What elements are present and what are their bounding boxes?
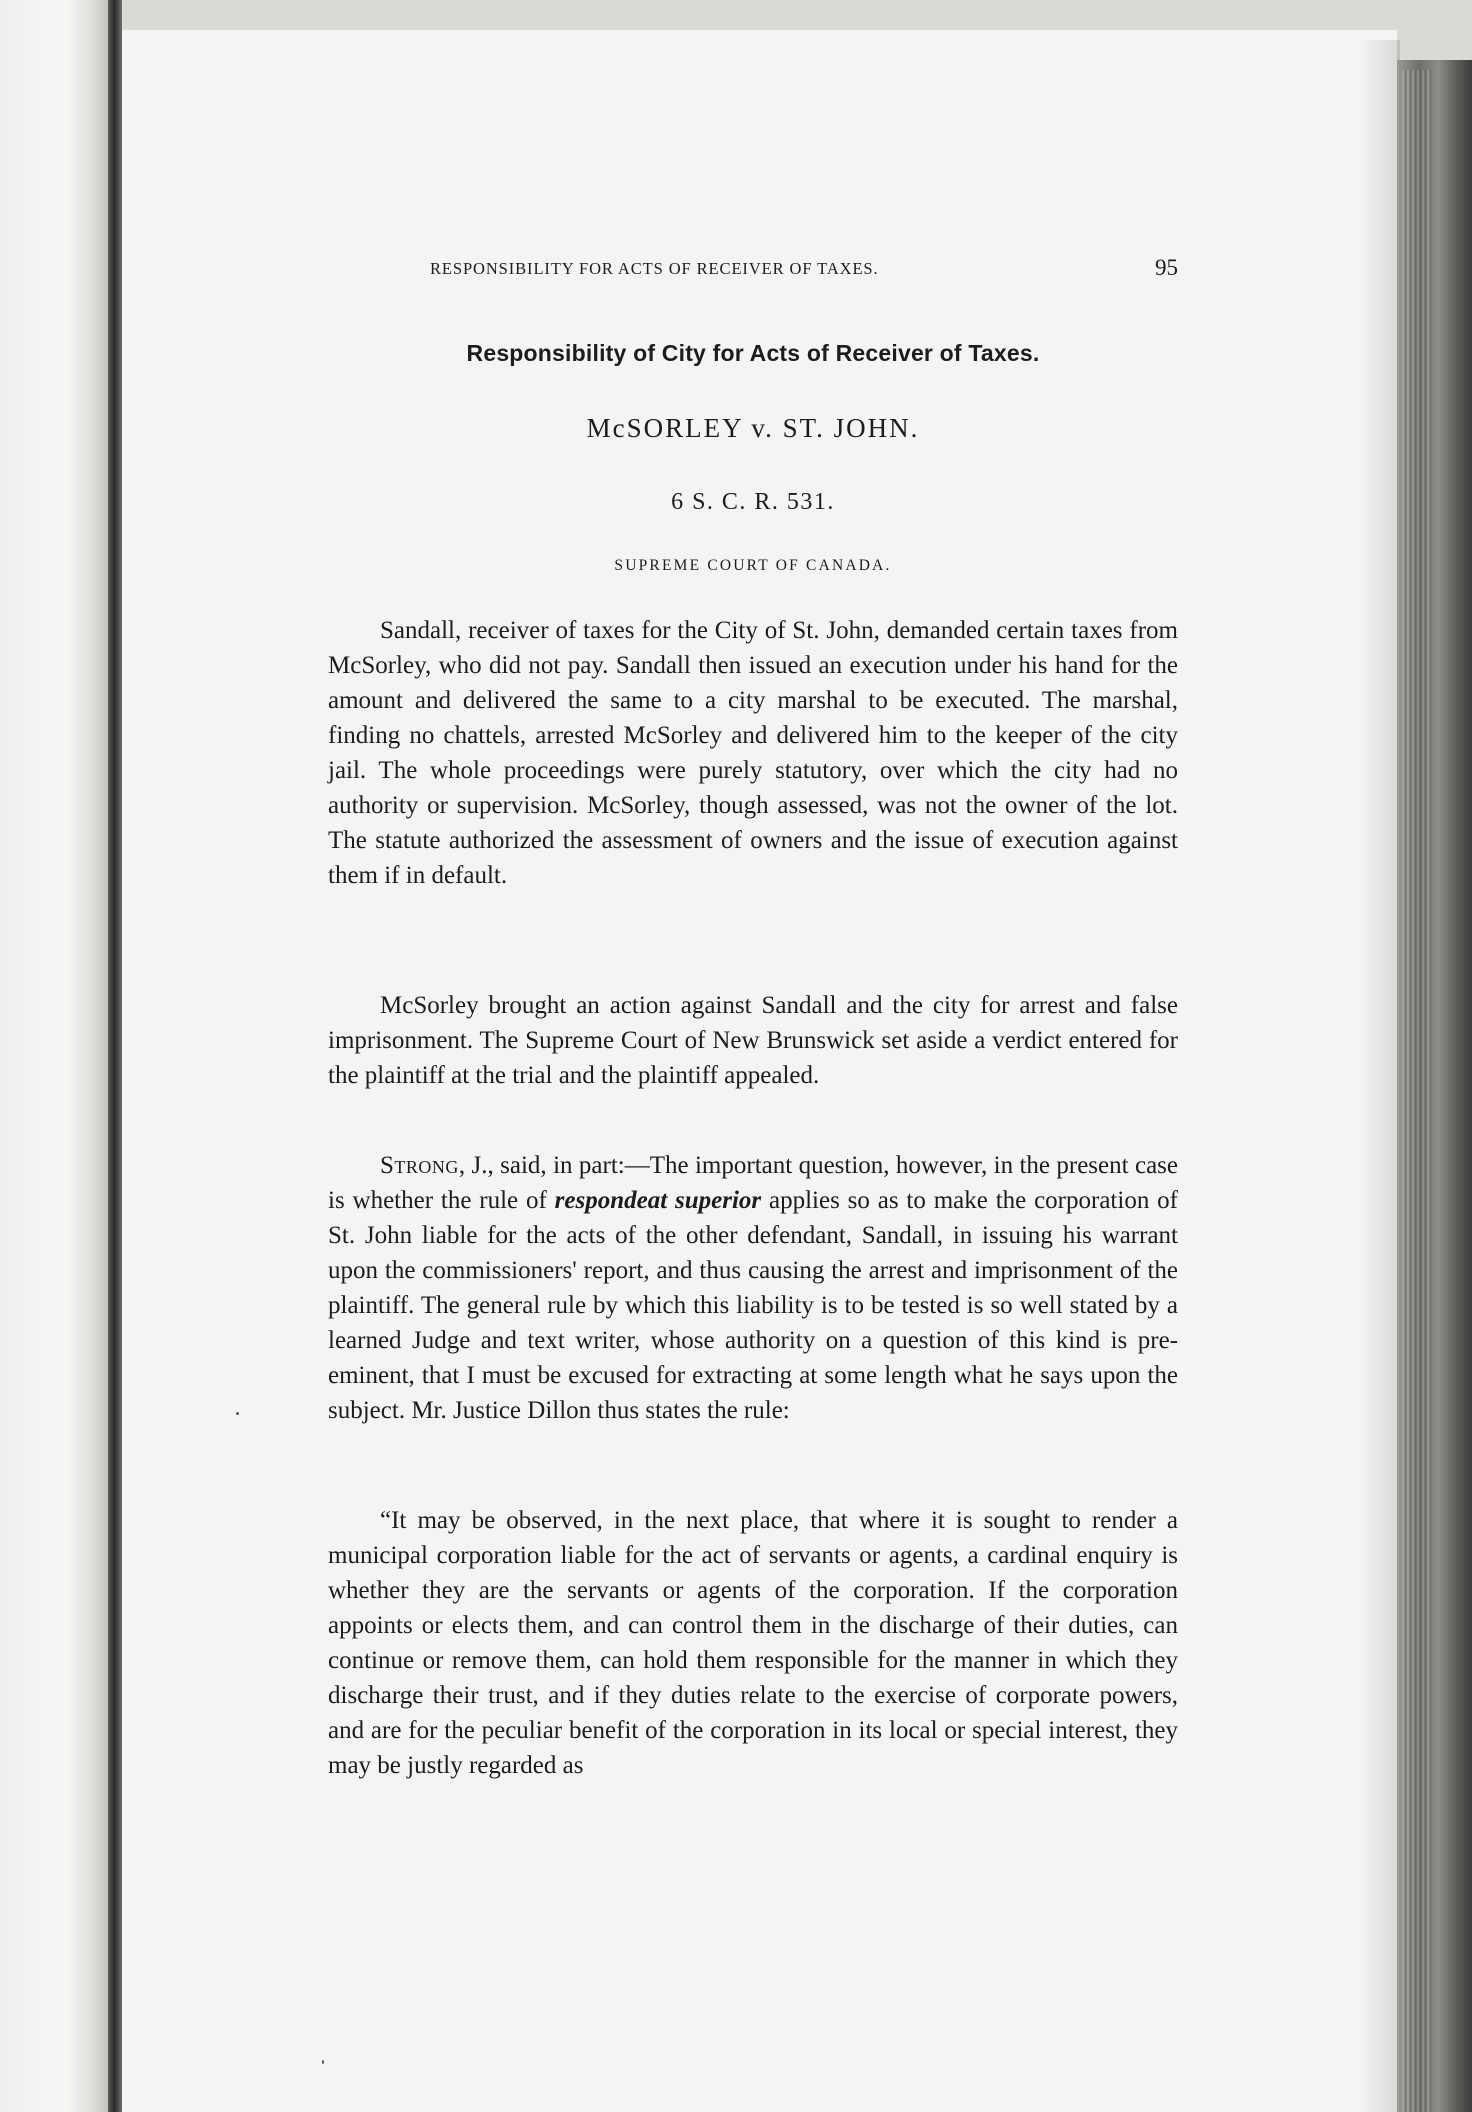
latin-phrase: respondeat superior [554,1187,762,1214]
page-stack-lines [1402,70,1432,2112]
court-name: SUPREME COURT OF CANADA. [614,557,892,574]
judge-name: Strong [380,1152,459,1179]
case-name: McSORLEY v. ST. JOHN. [586,413,920,443]
book-gutter [108,0,122,2112]
section-heading: Responsibility of City for Acts of Receiver of Taxes. [466,340,1040,366]
running-head-title: RESPONSIBILITY FOR ACTS OF RECEIVER OF TAXES. [430,259,879,278]
facts-paragraph: Sandall, receiver of taxes for the City of St. John, demanded certain taxes from McSorley, who did not pay. Sandall then issued an execution under his hand for the amount and delivered the same to a city marshal to be executed. The marshal, finding no chattels, arrested McSorley and delivered him to the keeper of the city jail. The whole proceedings were purely statutory, over which the city had no authority or supervision. McSorley, though assessed, was not the owner of the lot. The statute authorized the assessment of owners and the issue of execution against them if in default. [328,617,1178,889]
facing-page-edge [0,0,110,2112]
running-head [430,257,1178,287]
judgment-rest: applies so as to make the corporation of St. John liable for the acts of the other defendant, Sandall, in issuing his warrant upon the commissioners' report, and thus causing the arrest and imprisonment of the plaintiff. The general rule by which this liability is to be tested is so well stated by a learned Judge and text writer, whose authority on a question of this kind is pre-eminent, that I must be excused for extracting at some length what he says upon the subject. Mr. Justice Dillon thus states the rule: [328,1187,1178,1424]
case-citation: 6 S. C. R. 531. [671,489,835,515]
quotation-paragraph: “It may be observed, in the next place, that where it is sought to render a municipal corporation liable for the act of servants or agents, a cardinal enquiry is whether they are the servants or agents of the corporation. If the corporation appoints or elects them, and can control them in the discharge of their duties, can continue or remove them, can hold them responsible for the manner in which they discharge their trust, and if they duties relate to the exercise of corporate powers, and are for the peculiar benefit of the corporation in its local or special interest, they may be justly regarded as [328,1507,1178,1779]
procedure-paragraph: McSorley brought an action against Sandall and the city for arrest and false imprisonment. The Supreme Court of New Brunswick set aside a verdict entered for the plaintiff at the trial and the plaintiff appealed. [328,992,1178,1089]
page-number: 95 [1155,255,1178,280]
judgment-lead: , J., said, in part:—The important question, however, in the present case is whether the rule of [328,1152,1178,1214]
judgment-paragraph [328,1148,1178,1428]
scan-speck [322,2060,324,2064]
scan-speck [236,1412,239,1415]
page-shadow [1360,40,1400,2112]
